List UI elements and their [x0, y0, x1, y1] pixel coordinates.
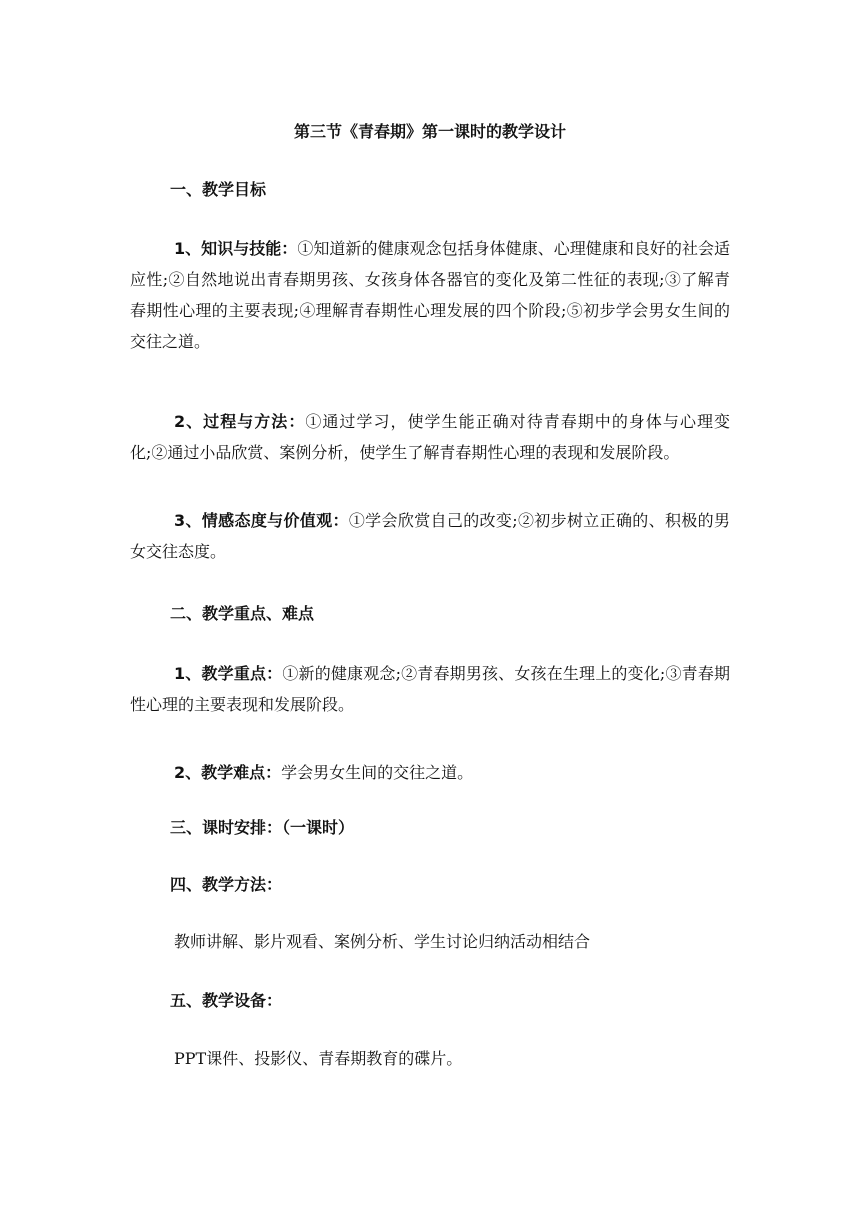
section-heading-schedule: 三、课时安排：（一课时）: [170, 818, 355, 837]
objective-attitude-values-text: ①学会欣赏自己的改变;②初步树立正确的、积极的男女交往态度。: [130, 511, 730, 561]
key-point-focus-label: 1、教学重点：: [174, 664, 283, 683]
document-title: 第三节《青春期》第一课时的教学设计: [293, 122, 566, 141]
section-heading-methods: 四、教学方法：: [170, 875, 283, 894]
objective-knowledge-skills-label: 1、知识与技能：: [174, 239, 298, 258]
objective-attitude-values-label: 3、情感态度与价值观：: [174, 511, 349, 530]
key-point-focus-text: ①新的健康观念;②青春期男孩、女孩在生理上的变化;③青春期性心理的主要表现和发展阶段。: [130, 664, 730, 714]
section-heading-objectives: 一、教学目标: [170, 180, 267, 199]
objective-knowledge-skills: [130, 233, 730, 357]
section-heading-key-points: 二、教学重点、难点: [170, 604, 315, 623]
objective-process-methods-label: 2、过程与方法：: [174, 412, 306, 431]
objective-attitude-values: [130, 505, 730, 567]
objective-process-methods-text: ①通过学习，使学生能正确对待青春期中的身体与心理变化;②通过小品欣赏、案例分析，使学生了解青春期性心理的表现和发展阶段。: [130, 412, 730, 462]
key-point-difficulty-label: 2、教学难点：: [174, 763, 282, 782]
objective-process-methods: [130, 406, 730, 468]
teaching-equipment-text: PPT课件、投影仪、青春期教育的碟片。: [174, 1049, 463, 1068]
teaching-methods-text: 教师讲解、影片观看、案例分析、学生讨论归纳活动相结合: [174, 932, 591, 951]
section-heading-equipment: 五、教学设备：: [170, 991, 283, 1010]
key-point-focus: [130, 658, 730, 720]
key-point-difficulty: [130, 757, 730, 788]
key-point-difficulty-text: 学会男女生间的交往之道。: [281, 763, 474, 782]
objective-knowledge-skills-text: ①知道新的健康观念包括身体健康、心理健康和良好的社会适应性;②自然地说出青春期男孩、女孩身体各器官的变化及第二性征的表现;③了解青春期性心理的主要表现;④理解青春期性心理发展的四个阶段;⑤初步学会男女生间的交往之道。: [130, 239, 730, 351]
